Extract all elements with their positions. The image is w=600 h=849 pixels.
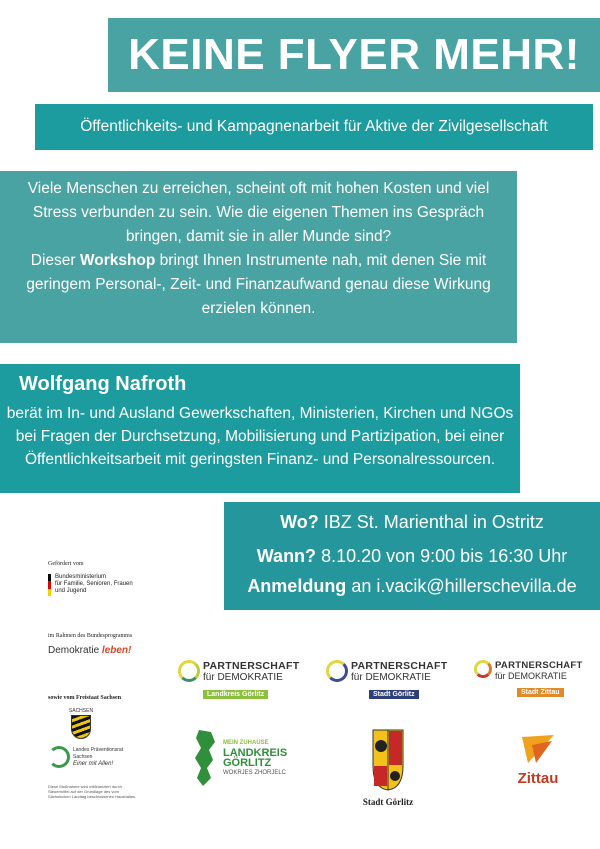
speaker-line: bei Fragen der Durchsetzung, Mobilisierung und Partizipation, bei einer [15,428,505,445]
prevention-council-logo [48,746,123,768]
intro-line: Viele Menschen zu erreichen, scheint oft mit hohen Kosten und viel [27,180,490,197]
partner-subtitle: für DEMOKRATIE [351,672,431,683]
partner-title: PARTNERSCHAFT [495,660,583,671]
intro-text: Dieser [30,252,80,269]
partner-subtitle: für DEMOKRATIE [495,671,567,681]
partnerschaft-landkreis-logo [178,660,299,701]
partner-title: PARTNERSCHAFT [203,660,300,672]
ministry-name: für Familie, Senioren, Frauen [55,581,133,587]
intro-line [0,249,517,273]
page-title: KEINE FLYER MEHR! [128,30,580,79]
state-intro: sowie vom Freistaat Sachsen [48,695,122,701]
intro-line: Stress verbunden zu sein. Wie die eigenen Themen ins Gespräch [32,204,485,221]
demokratie-leben-logo [48,645,131,656]
ministry-name: Bundesministerium [55,574,107,580]
partnerschaft-swirl-icon [178,660,200,682]
intro-text: bringt Ihnen Instrumente nah, mit denen Sie mit [155,252,487,269]
workshop-highlight: Workshop [79,252,156,269]
speaker-box [0,364,520,493]
location-value: IBZ St. Marienthal in Ostritz [318,512,544,532]
partnerschaft-swirl-icon [474,660,492,678]
disclaimer-line: Steuermittel auf der Grundlage des vom [48,789,119,794]
title-banner [108,18,600,92]
registration-label: Anmeldung [247,576,347,596]
sachsen-coat-of-arms-icon [71,715,91,739]
sachsen-logo [66,708,96,739]
funded-by-label: Gefördert vom [48,561,84,567]
goerlitz-label: Stadt Görlitz [362,797,414,807]
german-flag-icon [48,574,51,596]
prevention-slogan: Einer mit Allen! [73,760,114,767]
landkreis-map-icon [193,728,219,788]
intro-box [0,171,517,343]
subtitle-banner [35,104,593,150]
partner-title: PARTNERSCHAFT [351,660,448,672]
speaker-line: Öffentlichkeitsarbeit mit geringsten Finanz- und Personalressourcen. [24,451,496,468]
partnerschaft-zittau-logo [474,660,583,699]
date-value: 8.10.20 von 9:00 bis 16:30 Uhr [316,546,568,566]
partner-region: Stadt Zittau [517,688,564,697]
zittau-logo [508,733,568,787]
page-subtitle: Öffentlichkeits- und Kampagnenarbeit für Aktive der Zivilgesellschaft [80,118,548,135]
ministry-logo [48,574,133,596]
program-intro: im Rahmen des Bundesprogramms [48,633,133,639]
event-info-box [224,502,600,610]
registration-email[interactable]: an i.vacik@hillerschevilla.de [346,576,577,596]
program-name-highlight: leben! [101,645,132,656]
partner-region: Landkreis Görlitz [203,690,268,699]
landkreis-sorbian-name: WOKRJES ZHORJELC [223,770,287,776]
intro-line: erzielen können. [201,300,316,317]
date-line [224,546,600,567]
partnerschaft-swirl-icon [326,660,348,682]
location-label: Wo? [280,512,319,532]
prevention-name: Sachsen [73,753,93,760]
stadt-goerlitz-logo [358,728,418,807]
date-label: Wann? [256,546,317,566]
landkreis-slogan: MEIN ZUHAUSE [223,740,269,746]
partner-subtitle: für DEMOKRATIE [203,672,283,683]
disclaimer-line: Diese Maßnahme wird mitfinanziert durch [48,784,122,789]
zittau-sail-icon [518,733,558,765]
landkreis-name: GÖRLITZ [223,757,272,769]
partnerschaft-goerlitz-logo [326,660,447,701]
speaker-name: Wolfgang Nafroth [19,373,187,395]
ministry-name: und Jugend [55,588,87,594]
intro-line: bringen, damit sie in aller Munde sind? [125,228,392,245]
prevention-name: Landes Präventionsrat [73,746,124,753]
zittau-label: Zittau [517,770,559,787]
landkreis-name: LANDKREIS [223,747,288,759]
state-name: SACHSEN [68,708,94,714]
speaker-line: berät im In- und Ausland Gewerkschaften, Ministerien, Kirchen und NGOs [6,405,514,422]
prevention-swirl-icon [48,746,70,768]
partner-region: Stadt Görlitz [369,690,419,699]
funding-disclaimer [48,784,136,799]
location-line [224,512,600,533]
disclaimer-line: Sächsischen Landtag beschlossenen Haushaltes. [48,794,137,799]
goerlitz-coat-of-arms-icon [371,728,405,792]
program-name: Demokratie [48,645,102,656]
speaker-description [0,402,520,471]
registration-line [224,576,600,597]
intro-line: geringem Personal-, Zeit- und Finanzaufwand genau diese Wirkung [26,276,491,293]
landkreis-goerlitz-logo [193,728,287,788]
